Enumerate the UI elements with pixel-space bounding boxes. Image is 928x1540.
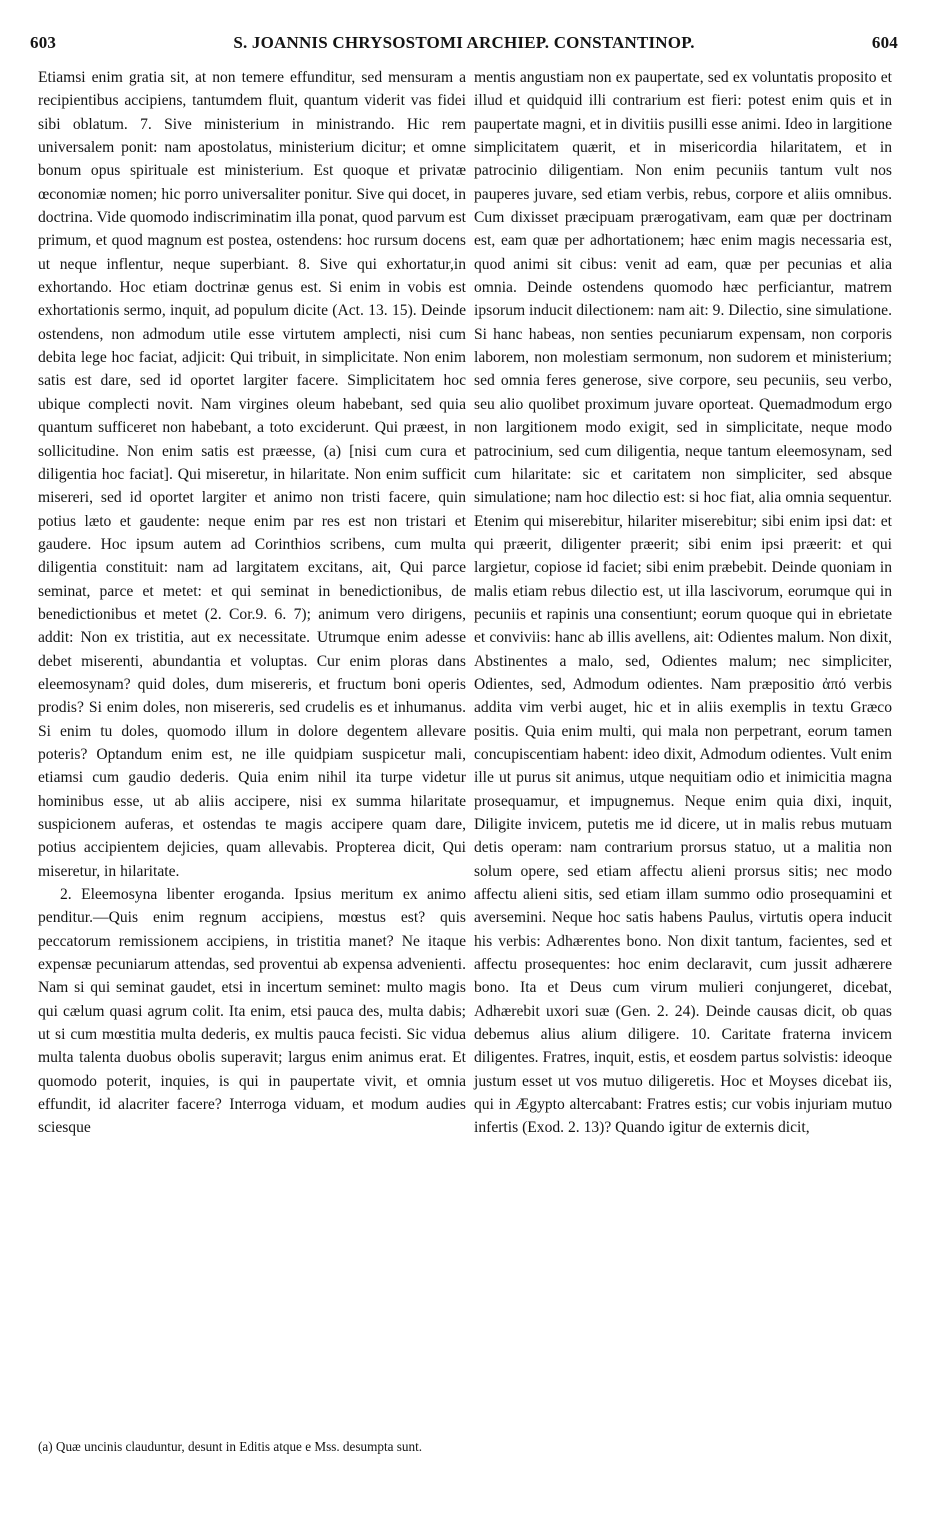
page-number-right: 604: [871, 33, 898, 52]
left-paragraph-2: 2. Eleemosyna libenter eroganda. Ipsius meritum ex animo penditur.—Quis enim regnum accipiens, mœstus est? quis peccatorum remissionem accipiens, in tristitia manet? Ne itaque expensæ pecuniarum attendas, sed proventui ab expensa advenienti. Nam si qui seminat gaudet, etsi in incertum seminet: multo magis qui cælum quasi agrum colit. Ita enim, etsi pauca des, multa dabis; ut si cum mœstitia multa dederis, ex multis pauca fecisti. Sic vidua multa talenta duobus obolis superavit; largus enim animus erat. Et quomodo poterit, inquies, is qui in paupertate vivit, et omnia effundit, id alacriter facere? Interroga viduam, et modum audies sciesque: [38, 886, 466, 1137]
footnote: (a) Quæ uncinis clauduntur, desunt in Editis atque e Mss. desumpta sunt.: [38, 1439, 423, 1454]
running-title: S. JOANNIS CHRYSOSTOMI ARCHIEP. CONSTANTINOP.: [233, 33, 695, 52]
page-number-left: 603: [30, 33, 57, 52]
left-paragraph-1: Etiamsi enim gratia sit, at non temere effunditur, sed mensuram a recipientibus accipiens, tantumdem fluit, quantum viderit vas fidei sibi oblatum. 7. Sive ministerium in ministrando. Hic rem universalem ponit: nam apostolatus, ministerium dicitur; et omne bonum opus spirituale est ministerium. Est quoque et privatæ œconomiæ nomen; hic porro universaliter ponitur. Sive qui docet, in doctrina. Vide quomodo indiscriminatim illa ponat, quod parvum est primum, et quod magnum est postea, ostendens: hoc rursum docens ut neque inflentur, neque superbiant. 8. Sive qui exhortatur,in exhortando. Hoc etiam doctrinæ genus est. Si enim in vobis est exhortationis sermo, inquit, ad populum dicite (Act. 13. 15). Deinde ostendens, non admodum utile esse virtutem amplecti, nisi cum debita lege hoc faciat, adjicit: Qui tribuit, in simplicitate. Non enim satis est dare, sed id oportet largiter facere. Simplicitatem hoc ubique complecti novit. Nam virgines oleum habebant, sed quia quantum sufficeret non habebant, a toto exciderunt. Qui præest, in sollicitudine. Non enim satis est præesse, (a) [nisi cum cura et diligentia hoc faciat]. Qui miseretur, in hilaritate. Non enim sufficit misereri, sed id oportet largiter et animo non tristi facere, quin potius læto et gaudente: neque enim par res est non tristari et gaudere. Hoc ipsum autem ad Corinthios scribens, cum multa diligentia constituit: nam ad largitatem excitans, ait, Qui parce seminat, parce et metet: et qui seminat in benedictionibus, de benedictionibus et metet (2. Cor.9. 6. 7); animum vero dirigens, addit: Non ex tristitia, aut ex necessitate. Utrumque enim adesse debet miserenti, abundantia et voluptas. Cur enim ploras dans eleemosynam? quid doles, dum misereris, et fructum boni operis prodis? Si enim doles, non misereris, sed crudelis es et inhumanus. Si enim tu doles, quomodo illum in dolore degentem allevare poteris? Optandum enim est, ne ille quidpiam suspicetur mali, etiamsi cum gaudio dederis. Quia enim nihil ita turpe videtur hominibus esse, ut ab aliis accipere, nisi ex summa hilaritate suspicionem auferas, et ostendas te magis accipere quam dare, potius accipientem dejicies, quam allevabis. Propterea dicit, Qui miseretur, in hilaritate.: [38, 69, 466, 880]
right-column: [474, 66, 892, 1140]
running-header: [30, 33, 898, 59]
left-column: [38, 66, 466, 1140]
right-paragraph-1: mentis angustiam non ex paupertate, sed ex voluntatis proposito et illud et quidquid illi contrarium est fieri: potest enim quis et in paupertate magni, et in divitiis pusilli esse animi. Ideo in largitione simplicitatem quærit, et in misericordia hilaritatem, et in patrocinio diligentiam. Non enim pecuniis tantum vult nos pauperes juvare, sed etiam verbis, rebus, corpore et aliis omnibus. Cum dixisset præcipuam prærogativam, eam quæ per doctrinam est, eam quæ per adhortationem; hæc enim magis necessaria est, quod animi sit cibus: venit ad eam, quæ per pecunias et alia omnia. Deinde ostendens quomodo hæc perficiantur, matrem ipsorum inducit dilectionem: nam ait: 9. Dilectio, sine simulatione. Si hanc habeas, non senties pecuniarum expensam, non corporis laborem, non molestiam sermonum, non sudorem et ministerium; sed omnia feres generose, sive corpore, seu pecuniis, seu verbo, seu alio quolibet proximum juvare oporteat. Quemadmodum ergo non largitionem modo exigit, sed in simplicitate, neque modo patrocinium, sed cum diligentia, neque tantum eleemosynam, sed cum hilaritate: sic et caritatem non simpliciter, sed absque simulatione; nam hoc dilectio est: si hoc fiat, alia omnia sequentur. Etenim qui miserebitur, hilariter miserebitur; sibi enim ipsi dat: et qui præerit, diligenter præerit; sibi enim ipsi præerit: et qui largietur, copiose id faciet; sibi enim præbebit. Deinde quoniam in malis etiam rebus dilectio est, ut illa lascivorum, eorumque qui in pecuniis et rapinis una consentiunt; eorum quoque qui in ebrietate et conviviis: hanc ab illis avellens, ait: Odientes malum. Non dixit, Abstinentes a malo, sed, Odientes malum; nec simpliciter, Odientes, sed, Admodum odientes. Nam præpositio ἀπό verbis addita vim verbi auget, hic et in aliis exemplis in textu Græco positis. Quia enim multi, qui mala non perpetrant, eorum tamen concupiscentiam habent: ideo dixit, Admodum odientes. Vult enim ille ut purus sit animus, utque nequitiam odio et inimicitia magna prosequamur, et impugnemus. Neque enim quia dixi, inquit, Diligite invicem, putetis me id dicere, ut in malis rebus mutuam detis operam: nam contrarium prorsus statuo, ut a malitia non solum opere, sed etiam affectu alieni prorsus sitis; nec modo affectu alieni sitis, sed etiam illam summo odio prosequamini et aversemini. Neque hoc satis habens Paulus, virtutis opera inducit his verbis: Adhærentes bono. Non dixit tantum, facientes, sed et affectu prosequentes: hoc enim declaravit, cum jussit adhærere bono. Ita et Deus cum virum mulieri conjungeret, dicebat, Adhærebit uxori suæ (Gen. 2. 24). Deinde causas dicit, ob quas debemus alius alium diligere. 10. Caritate fraterna invicem diligentes. Fratres, inquit, estis, et eosdem partus solvistis: ideoque justum esset ut vos mutuo diligeretis. Hoc et Moyses dicebat iis, qui in Ægypto altercabant: Fratres estis; cur vobis injuriam mutuo infertis (Exod. 2. 13)? Quando igitur de externis dicit,: [474, 69, 892, 1137]
